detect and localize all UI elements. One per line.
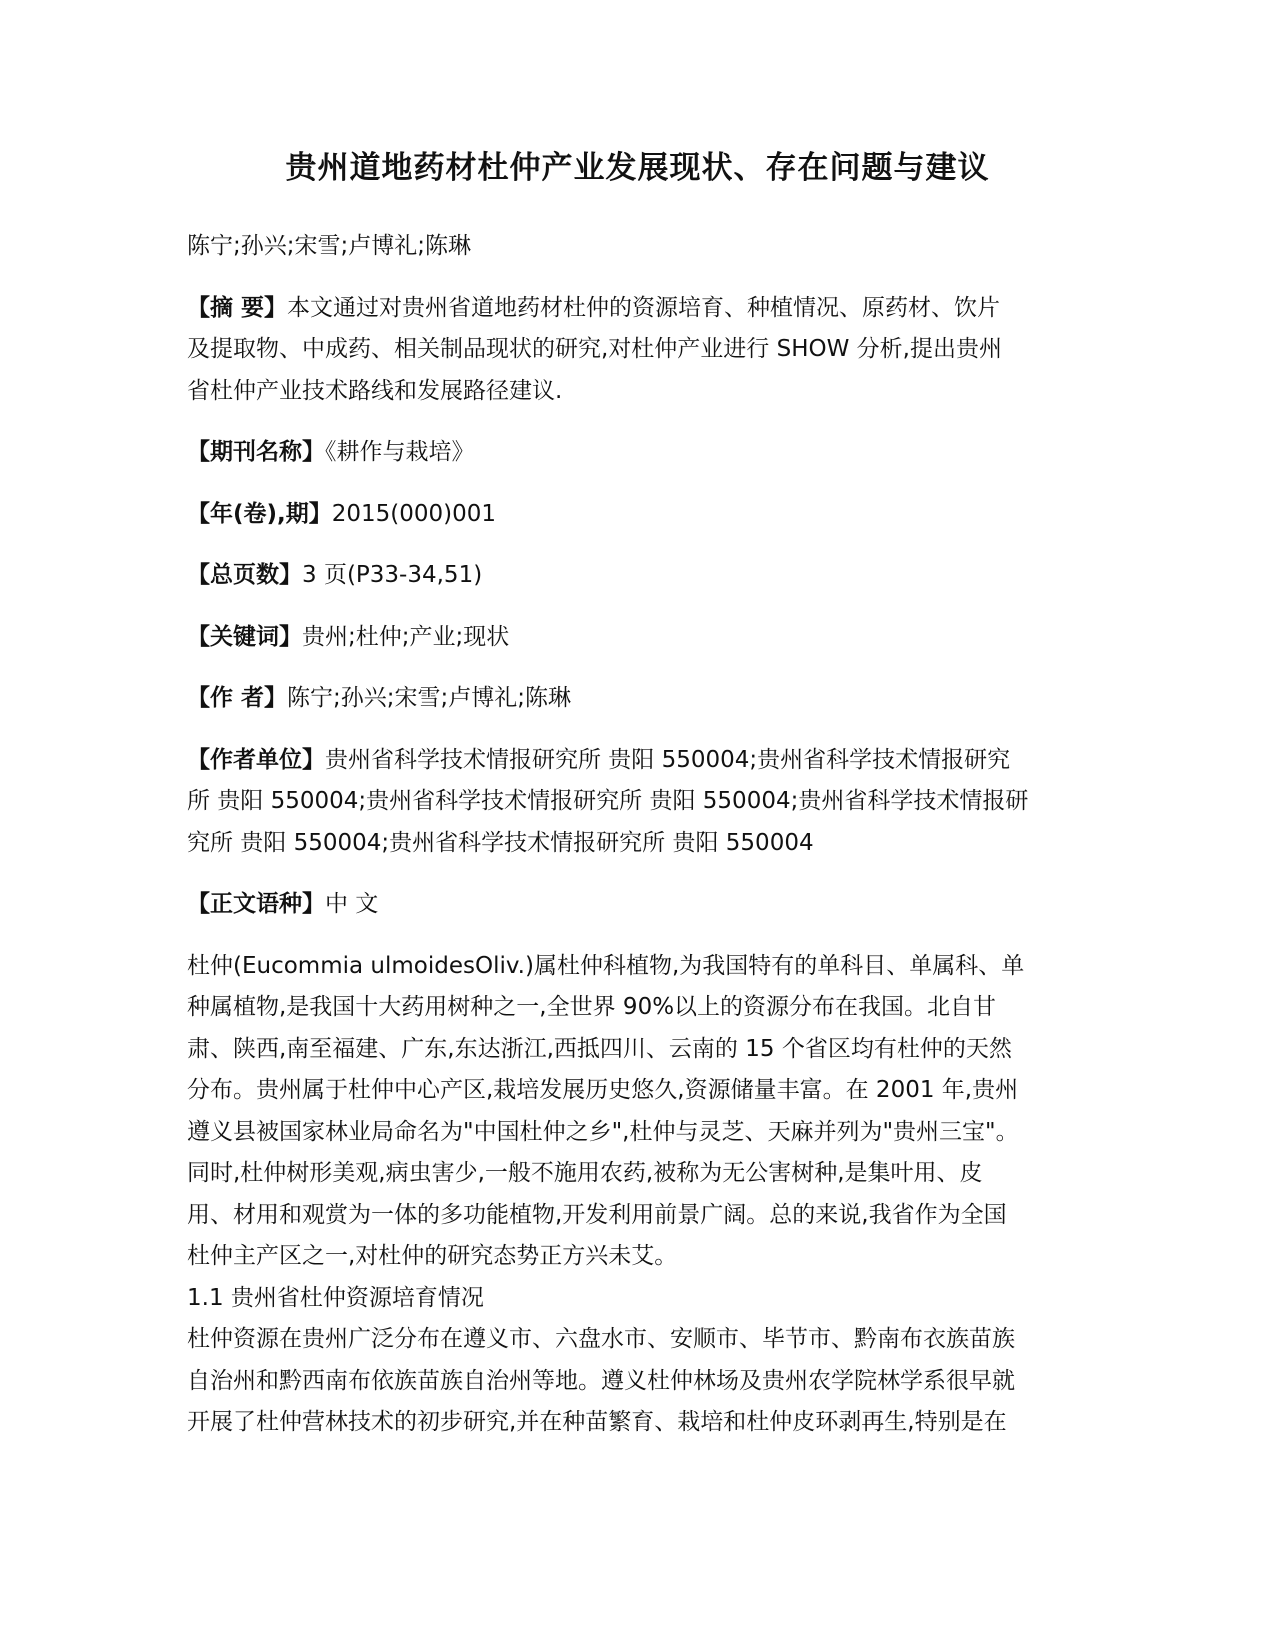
keywords-field bbox=[187, 617, 1087, 659]
year-volume-issue-field bbox=[187, 494, 1087, 536]
body-line: 同时,杜仲树形美观,病虫害少,一般不施用农药,被称为无公害树种,是集叶用、皮 bbox=[187, 1160, 983, 1186]
year-volume-issue-label: 【年(卷),期】 bbox=[187, 500, 332, 527]
authors-field bbox=[187, 678, 1087, 720]
abstract-line: 及提取物、中成药、相关制品现状的研究,对杜仲产业进行 SHOW 分析,提出贵州 bbox=[187, 336, 1002, 362]
language-field bbox=[187, 884, 1087, 926]
keywords-value: 贵州;杜仲;产业;现状 bbox=[302, 623, 510, 650]
body-line: 开展了杜仲营林技术的初步研究,并在种苗繁育、栽培和杜仲皮环剥再生,特别是在 bbox=[187, 1409, 1007, 1435]
total-pages-value: 3 页(P33-34,51) bbox=[302, 562, 483, 588]
affiliation-line: 贵州省科学技术情报研究所 贵阳 550004;贵州省科学技术情报研究 bbox=[325, 746, 1011, 773]
author-list: 陈宁;孙兴;宋雪;卢博礼;陈琳 bbox=[187, 233, 471, 259]
total-pages-field bbox=[187, 555, 1087, 597]
affiliation-section bbox=[187, 740, 1087, 865]
authors-label: 【作 者】 bbox=[187, 685, 288, 711]
language-label: 【正文语种】 bbox=[187, 891, 325, 917]
body-line: 肃、陕西,南至福建、广东,东达浙江,西抵四川、云南的 15 个省区均有杜仲的天然 bbox=[187, 1035, 1012, 1062]
section-heading: 1.1 贵州省杜仲资源培育情况 bbox=[187, 1284, 484, 1311]
total-pages-label: 【总页数】 bbox=[187, 562, 302, 588]
document-content bbox=[187, 226, 1087, 1444]
journal-field bbox=[187, 432, 1087, 474]
body-line: 自治州和黔西南布依族苗族自治州等地。遵义杜仲林场及贵州农学院林学系很早就 bbox=[187, 1367, 1015, 1394]
body-line: 用、材用和观赏为一体的多功能植物,开发利用前景广阔。总的来说,我省作为全国 bbox=[187, 1201, 1007, 1228]
language-value: 中 文 bbox=[325, 891, 379, 917]
authors-value: 陈宁;孙兴;宋雪;卢博礼;陈琳 bbox=[287, 685, 572, 711]
abstract-line: 省杜仲产业技术路线和发展路径建议. bbox=[187, 377, 563, 404]
document-title: 贵州道地药材杜仲产业发展现状、存在问题与建议 bbox=[285, 150, 990, 186]
body-line: 杜仲资源在贵州广泛分布在遵义市、六盘水市、安顺市、毕节市、黔南布衣族苗族 bbox=[187, 1326, 1015, 1352]
body-paragraph bbox=[187, 1319, 1087, 1444]
body-line: 杜仲主产区之一,对杜仲的研究态势正方兴未艾。 bbox=[187, 1243, 678, 1269]
body-line: 分布。贵州属于杜仲中心产区,栽培发展历史悠久,资源储量丰富。在 2001 年,贵州 bbox=[187, 1077, 1019, 1103]
affiliation-label: 【作者单位】 bbox=[187, 746, 325, 773]
abstract-label: 【摘 要】 bbox=[187, 294, 288, 321]
keywords-label: 【关键词】 bbox=[187, 623, 302, 650]
body-line: 种属植物,是我国十大药用树种之一,全世界 90%以上的资源分布在我国。北自甘 bbox=[187, 994, 997, 1020]
abstract-section bbox=[187, 288, 1087, 413]
body-line: 杜仲(Eucommia ulmoidesOliv.)属杜仲科植物,为我国特有的单科目、单属科、单 bbox=[187, 952, 1025, 979]
body-line: 遵义县被国家林业局命名为"中国杜仲之乡",杜仲与灵芝、天麻并列为"贵州三宝"。 bbox=[187, 1118, 1019, 1145]
body-paragraph bbox=[187, 946, 1087, 1278]
affiliation-line: 究所 贵阳 550004;贵州省科学技术情报研究所 贵阳 550004 bbox=[187, 829, 814, 856]
abstract-line: 本文通过对贵州省道地药材杜仲的资源培育、种植情况、原药材、饮片 bbox=[287, 294, 1001, 321]
journal-label: 【期刊名称】 bbox=[187, 439, 325, 465]
affiliation-line: 所 贵阳 550004;贵州省科学技术情报研究所 贵阳 550004;贵州省科学技术情报研 bbox=[187, 788, 1029, 814]
year-volume-issue-value: 2015(000)001 bbox=[331, 500, 497, 527]
journal-value: 《耕作与栽培》 bbox=[325, 439, 475, 465]
